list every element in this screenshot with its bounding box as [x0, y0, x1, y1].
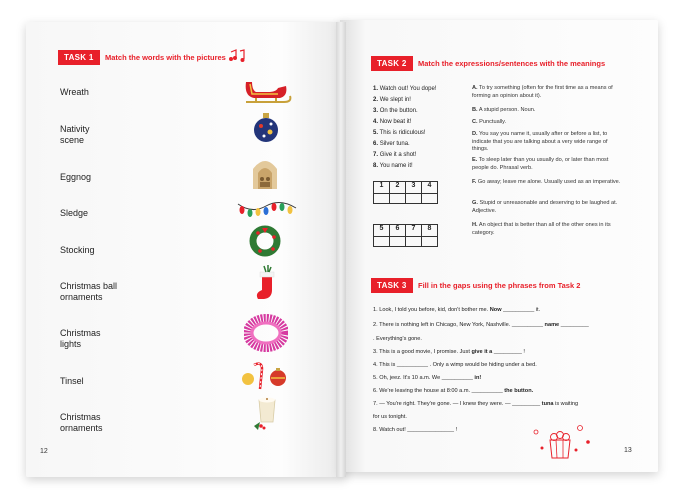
task2-title: Match the expressions/sentences with the meanings — [418, 59, 606, 68]
task1-badge: TASK 1 — [58, 50, 100, 65]
book-spine — [336, 22, 346, 477]
meaning-c: C. Punctually. — [472, 119, 507, 125]
answer-grid-5-8 — [373, 224, 438, 247]
fill-sentence-6[interactable]: 6. We're leaving the house at 8:00 a.m. __________ the button. — [373, 388, 534, 394]
task1-title: Match the words with the pictures — [105, 53, 226, 62]
answer-grid-1-4 — [373, 181, 438, 204]
grid-cell-label: 2 — [390, 182, 406, 194]
christmas-ornaments-icon — [240, 361, 292, 391]
fill-sentence-2[interactable]: 2. There is nothing left in Chicago, New York, Nashville. __________ name _________ — [373, 322, 589, 328]
grid-answer-cell[interactable] — [374, 194, 390, 204]
fill-sentence-7[interactable]: 7. — You're right. They're gone. — I knew they were. — _________ tuna is waiting — [373, 401, 579, 407]
stocking-icon — [254, 264, 280, 304]
grid-answer-cell[interactable] — [422, 237, 438, 247]
fill-sentence-2-cont: . Everything's gone. — [373, 336, 422, 342]
grid-answer-cell[interactable] — [422, 194, 438, 204]
word-nativity-scene: Nativity scene — [60, 124, 90, 145]
expression-4: 4. Now beat it! — [373, 119, 412, 125]
grid-answer-cell[interactable] — [374, 237, 390, 247]
task3-title: Fill in the gaps using the phrases from Task 2 — [418, 281, 581, 290]
nativity-scene-icon — [250, 155, 280, 191]
word-christmas-lights: Christmas lights — [60, 328, 101, 349]
grid-cell-label: 6 — [390, 225, 406, 237]
meaning-d: D. You say you name it, usually after or before a list, to indicate that you are talking about a very wide range of things. — [472, 131, 608, 152]
word-wreath: Wreath — [60, 87, 89, 97]
meaning-b: B. A stupid person. Noun. — [472, 107, 536, 113]
grid-cell-label: 7 — [406, 225, 422, 237]
expression-8: 8. You name it! — [373, 163, 413, 169]
expression-7: 7. Give it a shot! — [373, 152, 417, 158]
meaning-a: A. To try something (often for the first time as a means of forming an opinion about it). — [472, 85, 613, 99]
popcorn-icon — [528, 420, 608, 460]
meaning-h: H. An object that is better than all of the other ones in its category. — [472, 222, 611, 236]
expression-1: 1. Watch out! You dope! — [373, 86, 437, 92]
word-sledge: Sledge — [60, 208, 89, 218]
word-christmas-ball-ornaments: Christmas ball ornaments — [60, 281, 118, 302]
fill-sentence-5[interactable]: 5. Oh, jeez. It's 10 a.m. We __________ in! — [373, 375, 482, 381]
grid-cell-label: 4 — [422, 182, 438, 194]
meaning-g: G. Stupid or unreasonable and deserving to be laughed at. Adjective. — [472, 200, 618, 214]
page-number-left: 12 — [40, 448, 48, 455]
word-tinsel: Tinsel — [60, 376, 84, 386]
grid-answer-cell[interactable] — [390, 237, 406, 247]
sleigh-icon — [240, 74, 294, 108]
christmas-lights-icon — [236, 198, 298, 220]
grid-answer-cell[interactable] — [406, 237, 422, 247]
tinsel-icon — [244, 314, 288, 352]
grid-cell-label: 5 — [374, 225, 390, 237]
grid-answer-cell[interactable] — [406, 194, 422, 204]
word-eggnog: Eggnog — [60, 172, 92, 182]
ball-ornament-icon — [252, 112, 280, 144]
expression-6: 6. Silver tuna. — [373, 141, 410, 147]
wreath-icon — [248, 224, 282, 258]
meaning-f: F. Go away; leave me alone. Usually used as an imperative. — [472, 179, 621, 185]
task3-badge: TASK 3 — [371, 278, 413, 293]
grid-answer-cell[interactable] — [390, 194, 406, 204]
task2-badge: TASK 2 — [371, 56, 413, 71]
grid-cell-label: 8 — [422, 225, 438, 237]
music-notes-icon — [228, 49, 246, 63]
expression-3: 3. On the button. — [373, 108, 418, 114]
grid-cell-label: 1 — [374, 182, 390, 194]
expression-2: 2. We slept in! — [373, 97, 411, 103]
eggnog-icon — [252, 392, 282, 432]
word-stocking: Stocking — [60, 245, 95, 255]
fill-sentence-8[interactable]: 8. Watch out! _______________ ! — [373, 427, 458, 433]
fill-sentence-3[interactable]: 3. This is a good movie, I promise. Just give it a _________ ! — [373, 349, 525, 355]
fill-sentence-7-cont: for us tonight. — [373, 414, 407, 420]
page-number-right: 13 — [624, 447, 632, 454]
fill-sentence-4[interactable]: 4. This is __________ . Only a wimp would be hiding under a bed. — [373, 362, 537, 368]
fill-sentence-1[interactable]: 1. Look, I told you before, kid, don't bother me. Now __________ it. — [373, 307, 541, 313]
grid-cell-label: 3 — [406, 182, 422, 194]
meaning-e: E. To sleep later than you usually do, or later than most people do. Phrasal verb. — [472, 157, 609, 171]
word-christmas-ornaments: Christmas ornaments — [60, 412, 103, 433]
expression-5: 5. This is ridiculous! — [373, 130, 426, 136]
